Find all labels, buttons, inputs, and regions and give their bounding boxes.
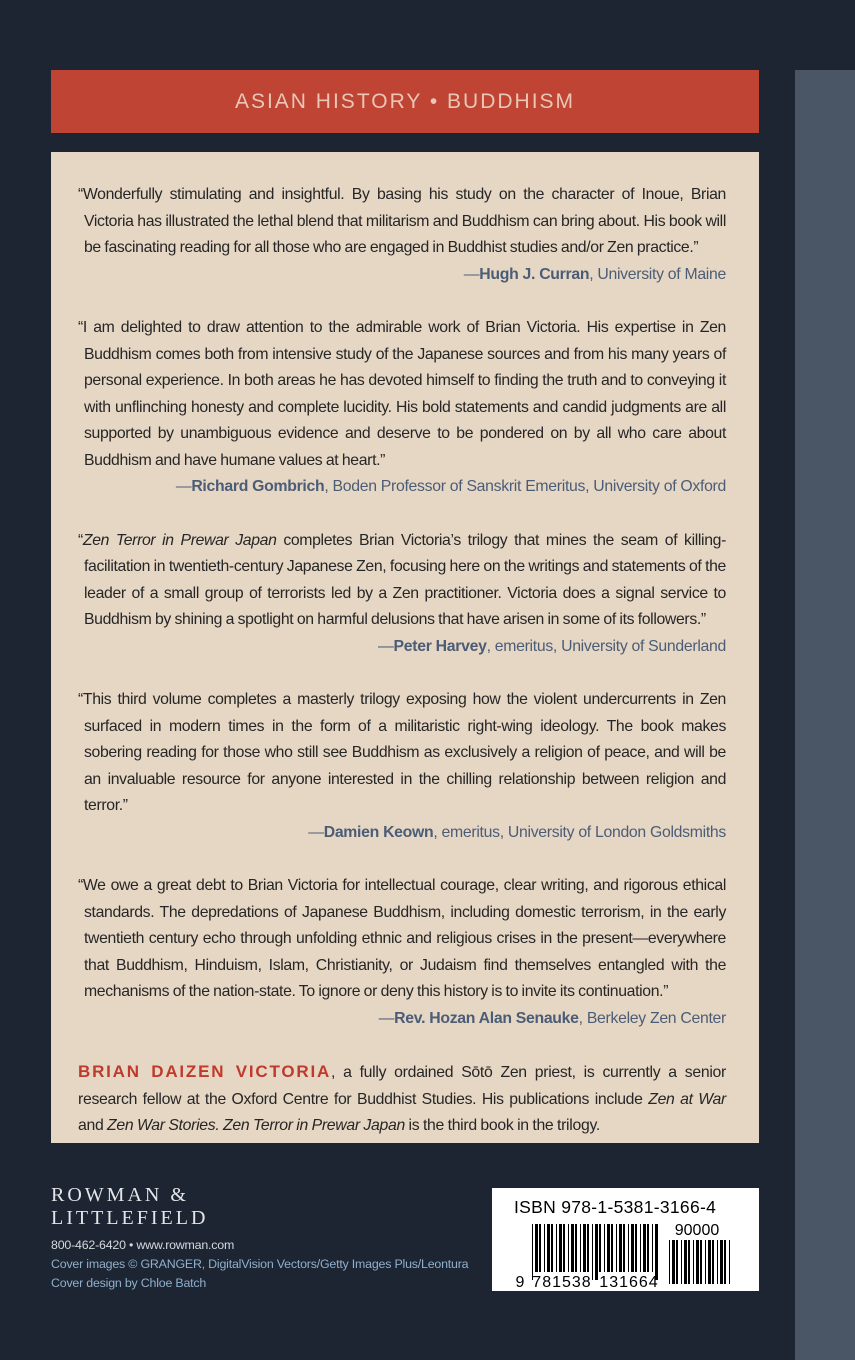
barcode-bar bbox=[643, 1224, 646, 1272]
barcode-bar bbox=[655, 1224, 658, 1280]
barcode-bar bbox=[611, 1224, 613, 1272]
quote-open-mark: “ bbox=[78, 531, 83, 549]
barcode-bar bbox=[623, 1224, 625, 1272]
barcode-bar bbox=[568, 1224, 569, 1272]
barcode-bar bbox=[712, 1240, 714, 1284]
barcode-bar bbox=[688, 1240, 690, 1284]
barcode-bar bbox=[616, 1224, 617, 1272]
ean-bars bbox=[532, 1224, 658, 1280]
barcode-bar bbox=[696, 1240, 699, 1284]
barcode-bar bbox=[571, 1224, 574, 1272]
blurb-attribution bbox=[78, 474, 726, 501]
barcode-bar bbox=[583, 1224, 586, 1272]
blurb-quote bbox=[78, 528, 726, 634]
barcode-bar bbox=[640, 1224, 641, 1272]
barcode-bar bbox=[705, 1240, 706, 1284]
author-book-title: Zen at War bbox=[648, 1090, 727, 1108]
blurb-curran bbox=[78, 182, 726, 288]
barcode-bar bbox=[684, 1240, 687, 1284]
barcode-bar bbox=[592, 1224, 593, 1280]
blurb-quote: “Wonderfully stimulating and insightful. By basing his study on the character of Inoue, Brian Victoria has illustrated the lethal blend that militarism and Buddhism can bring about. His book will be fascinating reading for all those who are engaged in Buddhist studies and/or Zen practice.” bbox=[78, 186, 726, 256]
ean-right-digits: 131664 bbox=[599, 1274, 659, 1291]
blurb-gombrich bbox=[78, 315, 726, 501]
attribution-name: Peter Harvey bbox=[393, 637, 487, 655]
blurb-harvey bbox=[78, 528, 726, 661]
barcode-bar bbox=[595, 1224, 598, 1280]
barcode-bar bbox=[700, 1240, 702, 1284]
barcode-bar bbox=[669, 1240, 670, 1284]
barcode-bar bbox=[575, 1224, 577, 1272]
blurb-attribution bbox=[78, 634, 726, 661]
price-code: 90000 bbox=[674, 1222, 720, 1239]
attribution-name: Rev. Hozan Alan Senauke bbox=[394, 1009, 579, 1027]
barcode-bar bbox=[729, 1240, 730, 1284]
attribution-affiliation: , emeritus, University of Sunderland bbox=[486, 637, 726, 655]
barcode-bar bbox=[563, 1224, 565, 1272]
blurb-attribution bbox=[78, 820, 726, 847]
barcode-bar bbox=[693, 1240, 694, 1284]
attribution-affiliation: , University of Maine bbox=[589, 265, 726, 283]
barcode-bar bbox=[631, 1224, 634, 1272]
blurb-keown bbox=[78, 687, 726, 846]
barcode-bar bbox=[619, 1224, 622, 1272]
barcode-bar bbox=[720, 1240, 723, 1284]
category-banner: ASIAN HISTORY • BUDDHISM bbox=[51, 70, 759, 133]
blurb-quote: “I am delighted to draw attention to the admirable work of Brian Victoria. His expertise in Zen Buddhism comes both from intensive study of the Japanese sources and from his many years of personal experience. In both areas he has devoted himself to finding the truth and to conveying it with unflinching honesty and complete lucidity. His bold statements and candid judgments are all supported by unambiguous evidence and deserve to be pondered on by all who care about Buddhism and have humane values at heart.” bbox=[78, 319, 726, 469]
barcode-bar bbox=[551, 1224, 553, 1272]
quote-book-title: Zen Terror in Prewar Japan bbox=[82, 531, 277, 549]
attribution-name: Hugh J. Curran bbox=[479, 265, 590, 283]
author-bio-text: , a fully ordained Sōtō Zen priest, is currently a senior research fellow at the Oxford Centre for Buddhist Studies. His publications include bbox=[78, 1064, 726, 1108]
barcode-bar bbox=[628, 1224, 629, 1272]
barcode-bar bbox=[587, 1224, 589, 1272]
barcode-bar bbox=[635, 1224, 637, 1272]
author-bio bbox=[78, 1059, 726, 1140]
barcode-bar bbox=[547, 1224, 550, 1272]
attribution-affiliation: , emeritus, University of London Goldsmiths bbox=[433, 823, 726, 841]
barcode-bar bbox=[604, 1224, 605, 1272]
publisher-logo-line: LITTLEFIELD bbox=[51, 1207, 209, 1229]
attribution-dash: — bbox=[175, 478, 192, 495]
author-name: BRIAN DAIZEN VICTORIA bbox=[78, 1062, 332, 1081]
publisher-logo-line: ROWMAN & bbox=[51, 1184, 189, 1206]
publisher-block bbox=[51, 1184, 491, 1293]
barcode-bar bbox=[652, 1224, 653, 1272]
barcode-bar bbox=[676, 1240, 678, 1284]
barcode-bar bbox=[556, 1224, 557, 1272]
barcode-bar bbox=[647, 1224, 649, 1272]
attribution-affiliation: , Boden Professor of Sanskrit Emeritus, University of Oxford bbox=[324, 478, 726, 495]
barcode-bar bbox=[672, 1240, 675, 1284]
author-bio-text: is the third book in the trilogy. bbox=[404, 1117, 600, 1134]
blurb-attribution bbox=[78, 262, 726, 289]
attribution-name: Damien Keown bbox=[323, 823, 434, 841]
barcode-bar bbox=[559, 1224, 562, 1272]
isbn-number: ISBN 978-1-5381-3166-4 bbox=[514, 1197, 717, 1217]
blurb-senauke bbox=[78, 873, 726, 1032]
quote-panel bbox=[51, 152, 759, 1143]
barcode-bar bbox=[681, 1240, 682, 1284]
ean-first-digit: 9 bbox=[515, 1274, 525, 1291]
barcode-bar bbox=[599, 1224, 601, 1272]
barcode-box bbox=[492, 1188, 759, 1291]
cover-images-credit: Cover images © GRANGER, DigitalVision Vectors/Getty Images Plus/Leontura bbox=[51, 1257, 469, 1271]
barcode-bar bbox=[580, 1224, 581, 1272]
author-bio-text: and bbox=[78, 1117, 108, 1134]
ean-left-digits: 781538 bbox=[532, 1274, 592, 1291]
author-book-title: Zen War Stories. Zen Terror in Prewar Japan bbox=[107, 1117, 405, 1134]
spine-strip bbox=[795, 70, 855, 1360]
attribution-affiliation: , Berkeley Zen Center bbox=[578, 1009, 726, 1027]
barcode-bar bbox=[532, 1224, 533, 1280]
attribution-name: Richard Gombrich bbox=[191, 478, 325, 495]
blurb-quote: “This third volume completes a masterly trilogy exposing how the violent undercurrents in Zen surfaced in modern times in the form of a militaristic right-wing ideology. The book makes sobering reading for those who still see Buddhism as exclusively a religion of peace, and will be an invaluable resource for anyone interested in the chilling relationship between religion and terror.” bbox=[78, 691, 726, 814]
attribution-dash: — bbox=[378, 637, 394, 655]
barcode-bar bbox=[539, 1224, 541, 1272]
barcode-bar bbox=[708, 1240, 711, 1284]
barcode-bar bbox=[607, 1224, 610, 1272]
blurb-attribution bbox=[78, 1006, 726, 1033]
attribution-dash: — bbox=[308, 823, 324, 841]
barcode-bar bbox=[535, 1224, 538, 1272]
addon-bars bbox=[669, 1240, 730, 1284]
blurb-quote: “We owe a great debt to Brian Victoria for intellectual courage, clear writing, and rigorous ethical standards. The depredations of Japanese Buddhism, including domestic terrorism, in the early twentieth century echo through unfolding ethnic and religious crises in the present—everywhere that Buddhism, Hinduism, Islam, Christianity, or Judaism find themselves entangled with the mechanisms of the nation-state. To ignore or deny this history is to invite its continuation.” bbox=[78, 877, 726, 1000]
barcode-bar bbox=[544, 1224, 545, 1272]
barcode-bar bbox=[717, 1240, 718, 1284]
barcode-svg bbox=[492, 1188, 759, 1291]
cover-design-credit: Cover design by Chloe Batch bbox=[51, 1276, 207, 1290]
attribution-dash: — bbox=[378, 1009, 395, 1027]
publisher-logo bbox=[51, 1184, 491, 1230]
quote-body: completes Brian Victoria’s trilogy that mines the seam of killing-facilitation in twentieth-century Japanese Zen, focusing here on the writings and statements of the leader of a small group of terrorists led by a Zen practitioner. Victoria does a signal service to Buddhism by shining a spotlight on harmful delusions that have arisen in some of its followers.” bbox=[84, 531, 726, 628]
attribution-dash: — bbox=[463, 265, 480, 283]
publisher-contact: 800-462-6420 • www.rowman.com bbox=[51, 1238, 235, 1252]
barcode-bar bbox=[724, 1240, 726, 1284]
